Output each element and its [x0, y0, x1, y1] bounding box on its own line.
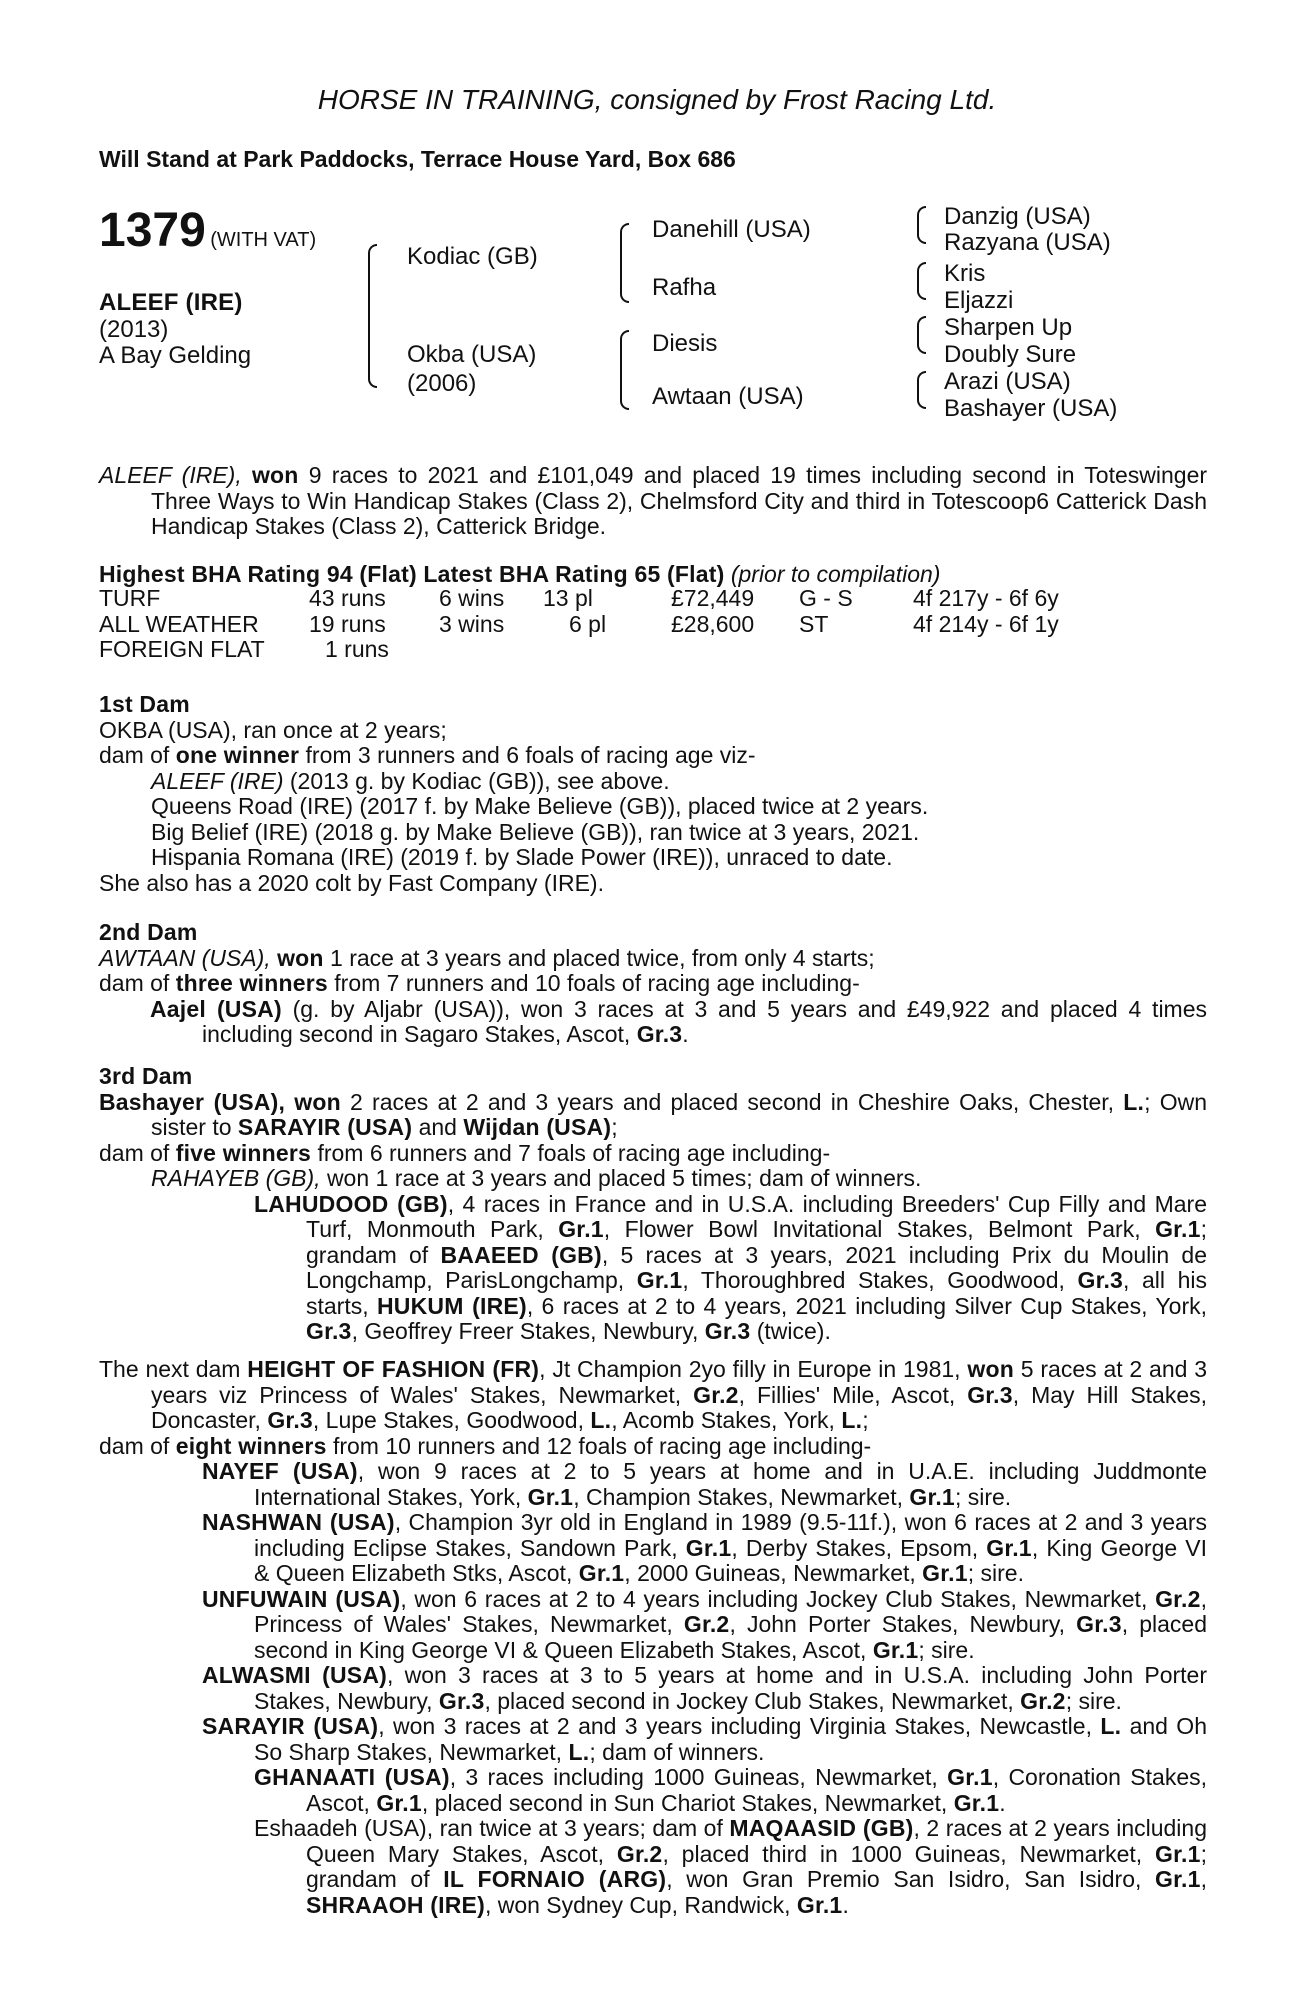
offspring-3: Big Belief (IRE) (2018 g. by Make Believe (GB)), ran twice at 3 years, 2021.	[151, 818, 920, 845]
stat-going: G - S	[799, 585, 853, 611]
rating-note: (prior to compilation)	[730, 561, 941, 587]
great-grandparent-8: Bashayer (USA)	[944, 395, 1118, 422]
stat-runs: 1 runs	[325, 636, 389, 662]
offspring-nayef: NAYEF (USA), won 9 races at 2 to 5 years at home and in U.A.E. including Juddmonte International Stakes, York, Gr.1, Champion Stakes, Newmarket, Gr.1; sire.	[202, 1458, 1207, 1510]
grandsire-2: Diesis	[652, 330, 718, 357]
stat-distance: 4f 217y - 6f 6y	[913, 585, 1059, 611]
lot-block	[99, 203, 316, 258]
first-dam-section	[99, 692, 1207, 896]
granddam-2: Awtaan (USA)	[652, 383, 804, 410]
offspring-nashwan: NASHWAN (USA), Champion 3yr old in England in 1989 (9.5-11f.), won 6 races at 2 and 3 years including Eclipse Stakes, Sandown Park, Gr.1, Derby Stakes, Epsom, Gr.1, King George VI & Queen Elizabeth Stks, Ascot, Gr.1, 2000 Guineas, Newmarket, Gr.1; sire.	[202, 1509, 1208, 1586]
great-grandparent-1: Danzig (USA)	[944, 203, 1091, 230]
dam3-produce-line: dam of five winners from 6 runners and 7 foals of racing age including-	[99, 1139, 831, 1166]
great-grandparent-4: Eljazzi	[944, 287, 1014, 314]
horse-description: A Bay Gelding	[99, 342, 252, 369]
offspring-aajel: Aajel (USA) (g. by Aljabr (USA)), won 3 races at 3 and 5 years and £49,922 and placed 4 times including second in Sagaro Stakes, Ascot, Gr.3.	[150, 995, 1207, 1047]
grandsire-1: Danehill (USA)	[652, 216, 811, 243]
race-summary	[99, 463, 1207, 540]
vat-note: (WITH VAT)	[210, 229, 317, 251]
great-grandparent-3: Kris	[944, 260, 986, 287]
horse-name: ALEEF (IRE)	[99, 289, 243, 316]
section-title: 1st Dam	[99, 691, 190, 717]
great-grandparent-6: Doubly Sure	[944, 341, 1077, 368]
stat-wins	[439, 637, 543, 663]
page-heading: HORSE IN TRAINING, consigned by Frost Racing Ltd.	[317, 84, 997, 115]
stat-runs: 43 runs	[309, 585, 386, 611]
next-dam-produce-line: dam of eight winners from 10 runners and 12 foals of racing age including-	[99, 1432, 872, 1459]
offspring-sarayir: SARAYIR (USA), won 3 races at 2 and 3 years including Virginia Stakes, Newcastle, L. and Oh So Sharp Stakes, Newmarket, L.; dam of winners.	[202, 1713, 1207, 1765]
stat-prize: £72,449	[671, 585, 755, 611]
bha-rating	[99, 561, 940, 588]
dam2-produce-line: dam of three winners from 7 runners and 10 foals of racing age including-	[99, 970, 860, 996]
stat-runs: 19 runs	[309, 610, 386, 637]
section-title: 2nd Dam	[99, 919, 198, 945]
offspring-alwasmi: ALWASMI (USA), won 3 races at 3 to 5 years at home and in U.S.A. including John Porter Stakes, Newbury, Gr.3, placed second in Jockey Club Stakes, Newmarket, Gr.2; sire.	[202, 1662, 1208, 1714]
summary-text: 9 races to 2021 and £101,049 and placed 19 times including second in Toteswinger Three Ways to Win Handicap Stakes (Class 2), Chelmsford City and third in Totescoop6 Catterick Dash Handicap Stakes (Class 2), Catterick Bridge.	[151, 462, 1208, 539]
stat-wins: 3 wins	[439, 610, 505, 637]
offspring-1: ALEEF (IRE) (2013 g. by Kodiac (GB)), see above.	[151, 767, 670, 794]
dam1-produce-line: dam of one winner from 3 runners and 6 foals of racing age viz-	[99, 742, 756, 768]
dam: Okba (USA)	[407, 341, 537, 368]
stat-distance	[913, 637, 1059, 663]
dam1-note: She also has a 2020 colt by Fast Company (IRE).	[99, 869, 604, 896]
stat-surface: FOREIGN FLAT	[99, 636, 265, 662]
stat-surface: TURF	[99, 585, 161, 611]
ggs-brace-2	[917, 262, 926, 300]
dam1-line: OKBA (USA), ran once at 2 years;	[99, 716, 447, 743]
table-row	[99, 586, 1059, 612]
ggs-brace-3	[917, 316, 926, 354]
sire-line-brace	[620, 223, 629, 303]
stat-placed: 6 pl	[569, 610, 607, 637]
next-dam-section	[99, 1357, 1207, 1918]
dam3-line: Bashayer (USA), won 2 races at 2 and 3 years and placed second in Cheshire Oaks, Chester, L.; Own sister to SARAYIR (USA) and Wijdan (USA);	[99, 1088, 1208, 1140]
sire: Kodiac (GB)	[407, 243, 538, 270]
offspring-ghanaati: GHANAATI (USA), 3 races including 1000 Guineas, Newmarket, Gr.1, Coronation Stakes, Ascot, Gr.1, placed second in Sun Chariot Stakes, Newmarket, Gr.1.	[254, 1764, 1207, 1816]
third-dam-section	[99, 1064, 1207, 1345]
lot-number: 1379	[99, 204, 206, 257]
summary-horse: ALEEF (IRE),	[99, 462, 242, 488]
offspring-eshaadeh: Eshaadeh (USA), ran twice at 3 years; dam of MAQAASID (GB), 2 races at 2 years including Queen Mary Stakes, Ascot, Gr.2, placed third in 1000 Guineas, Newmarket, Gr.1; grandam of IL FORNAIO (ARG), won Gran Premio San Isidro, San Isidro, Gr.1, SHRAAOH (IRE), won Sydney Cup, Randwick, Gr.1.	[254, 1815, 1207, 1918]
great-grandparent-5: Sharpen Up	[944, 314, 1073, 341]
stat-prize: £28,600	[671, 610, 755, 637]
stand-location: Will Stand at Park Paddocks, Terrace House Yard, Box 686	[99, 146, 736, 172]
section-title: 3rd Dam	[99, 1063, 193, 1089]
horse-year: (2013)	[99, 316, 169, 343]
stat-prize	[671, 637, 799, 663]
stat-going	[799, 637, 913, 663]
stat-placed: 13 pl	[543, 585, 593, 611]
granddam-1: Rafha	[652, 274, 717, 301]
dam2-line: AWTAAN (USA), won 1 race at 3 years and placed twice, from only 4 starts;	[99, 944, 875, 971]
table-row	[99, 612, 1059, 638]
summary-won: won	[251, 462, 299, 488]
great-grandparent-2: Razyana (USA)	[944, 229, 1111, 256]
stat-distance: 4f 214y - 6f 1y	[913, 610, 1059, 637]
offspring-2: Queens Road (IRE) (2017 f. by Make Believe (GB)), placed twice at 2 years.	[151, 793, 929, 819]
sire-dam-brace	[368, 244, 377, 388]
stat-wins: 6 wins	[439, 585, 505, 611]
offspring-lahudood: LAHUDOOD (GB), 4 races in France and in U.S.A. including Breeders' Cup Filly and Mare Turf, Monmouth Park, Gr.1, Flower Bowl Invitational Stakes, Belmont Park, Gr.1; grandam of BAAEED (GB), 5 races at 3 years, 2021 including Prix du Moulin de Longchamp, ParisLongchamp, Gr.1, Thoroughbred Stakes, Goodwood, Gr.3, all his starts, HUKUM (IRE), 6 races at 2 to 4 years, 2021 including Silver Cup Stakes, York, Gr.3, Geoffrey Freer Stakes, Newbury, Gr.3 (twice).	[254, 1190, 1208, 1344]
offspring-unfuwain: UNFUWAIN (USA), won 6 races at 2 to 4 years including Jockey Club Stakes, Newmarket, Gr.2, Princess of Wales' Stakes, Newmarket, Gr.2, John Porter Stakes, Newbury, Gr.3, placed second in King George VI & Queen Elizabeth Stakes, Ascot, Gr.1; sire.	[202, 1585, 1208, 1663]
ggs-brace-4	[917, 371, 926, 409]
race-stats-table	[99, 586, 1059, 663]
dam-year: (2006)	[407, 370, 477, 397]
great-grandparent-7: Arazi (USA)	[944, 368, 1071, 395]
offspring-4: Hispania Romana (IRE) (2019 f. by Slade Power (IRE)), unraced to date.	[151, 844, 893, 870]
next-dam-line: The next dam HEIGHT OF FASHION (FR), Jt Champion 2yo filly in Europe in 1981, won 5 races at 2 and 3 years viz Princess of Wales' Stakes, Newmarket, Gr.2, Fillies' Mile, Ascot, Gr.3, May Hill Stakes, Doncaster, Gr.3, Lupe Stakes, Goodwood, L., Acomb Stakes, York, L.;	[99, 1356, 1208, 1433]
table-row	[99, 637, 1059, 663]
ggs-brace-1	[917, 206, 926, 244]
stat-going: ST	[799, 610, 829, 637]
second-dam-section	[99, 920, 1207, 1048]
rating-values: Highest BHA Rating 94 (Flat) Latest BHA Rating 65 (Flat)	[99, 561, 725, 587]
stat-placed	[543, 637, 671, 663]
dam-line-brace	[620, 330, 629, 410]
offspring-rahayeb: RAHAYEB (GB), won 1 race at 3 years and placed 5 times; dam of winners.	[151, 1165, 922, 1191]
stat-surface: ALL WEATHER	[99, 610, 259, 637]
